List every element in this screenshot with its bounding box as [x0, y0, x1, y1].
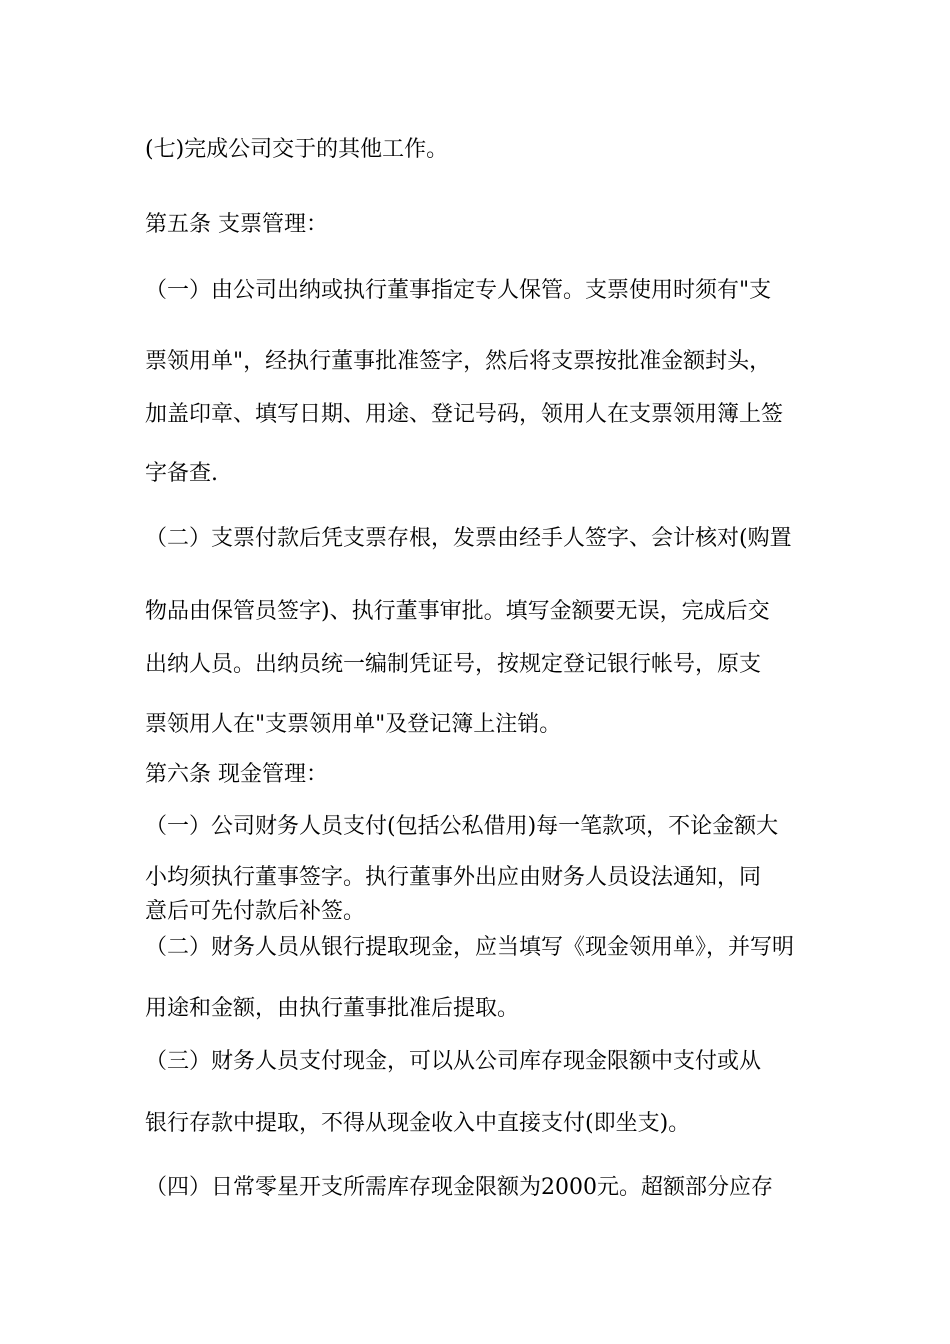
text-line: 票领用人在"支票领用单"及登记簿上注销。 [145, 712, 562, 737]
text-line: （一）公司财务人员支付(包括公私借用)每一笔款项，不论金额大 [145, 814, 779, 839]
text-line: (七)完成公司交于的其他工作。 [145, 137, 449, 162]
text-line: 意后可先付款后补签。 [145, 899, 366, 924]
text-line: （一）由公司出纳或执行董事指定专人保管。支票使用时须有"支 [145, 278, 772, 303]
section-heading-article-6: 第六条 现金管理： [145, 762, 328, 787]
text-line: 出纳人员。出纳员统一编制凭证号，按规定登记银行帐号，原支 [145, 652, 762, 677]
text-line: （三）财务人员支付现金，可以从公司库存现金限额中支付或从 [145, 1049, 762, 1074]
text-line: 物品由保管员签字)、执行董事审批。填写金额要无误，完成后交 [145, 599, 770, 624]
section-heading-article-5: 第五条 支票管理： [145, 212, 328, 237]
text-line: （二）财务人员从银行提取现金，应当填写《现金领用单》，并写明 [145, 935, 795, 960]
text-line: 票领用单"，经执行董事批准签字，然后将支票按批准金额封头， [145, 349, 772, 374]
text-line: 用途和金额，由执行董事批准后提取。 [145, 996, 520, 1021]
text-line: 小均须执行董事签字。执行董事外出应由财务人员设法通知，同 [145, 865, 762, 890]
text-line: 银行存款中提取，不得从现金收入中直接支付(即坐支)。 [145, 1111, 691, 1136]
text-line: 加盖印章、填写日期、用途、登记号码，领用人在支票领用簿上签 [145, 402, 784, 427]
text-line: （四）日常零星开支所需库存现金限额为2000元。超额部分应存 [145, 1175, 773, 1200]
text-line: （二）支票付款后凭支票存根，发票由经手人签字、会计核对(购置 [145, 526, 792, 551]
text-line: 字备查. [145, 461, 218, 486]
